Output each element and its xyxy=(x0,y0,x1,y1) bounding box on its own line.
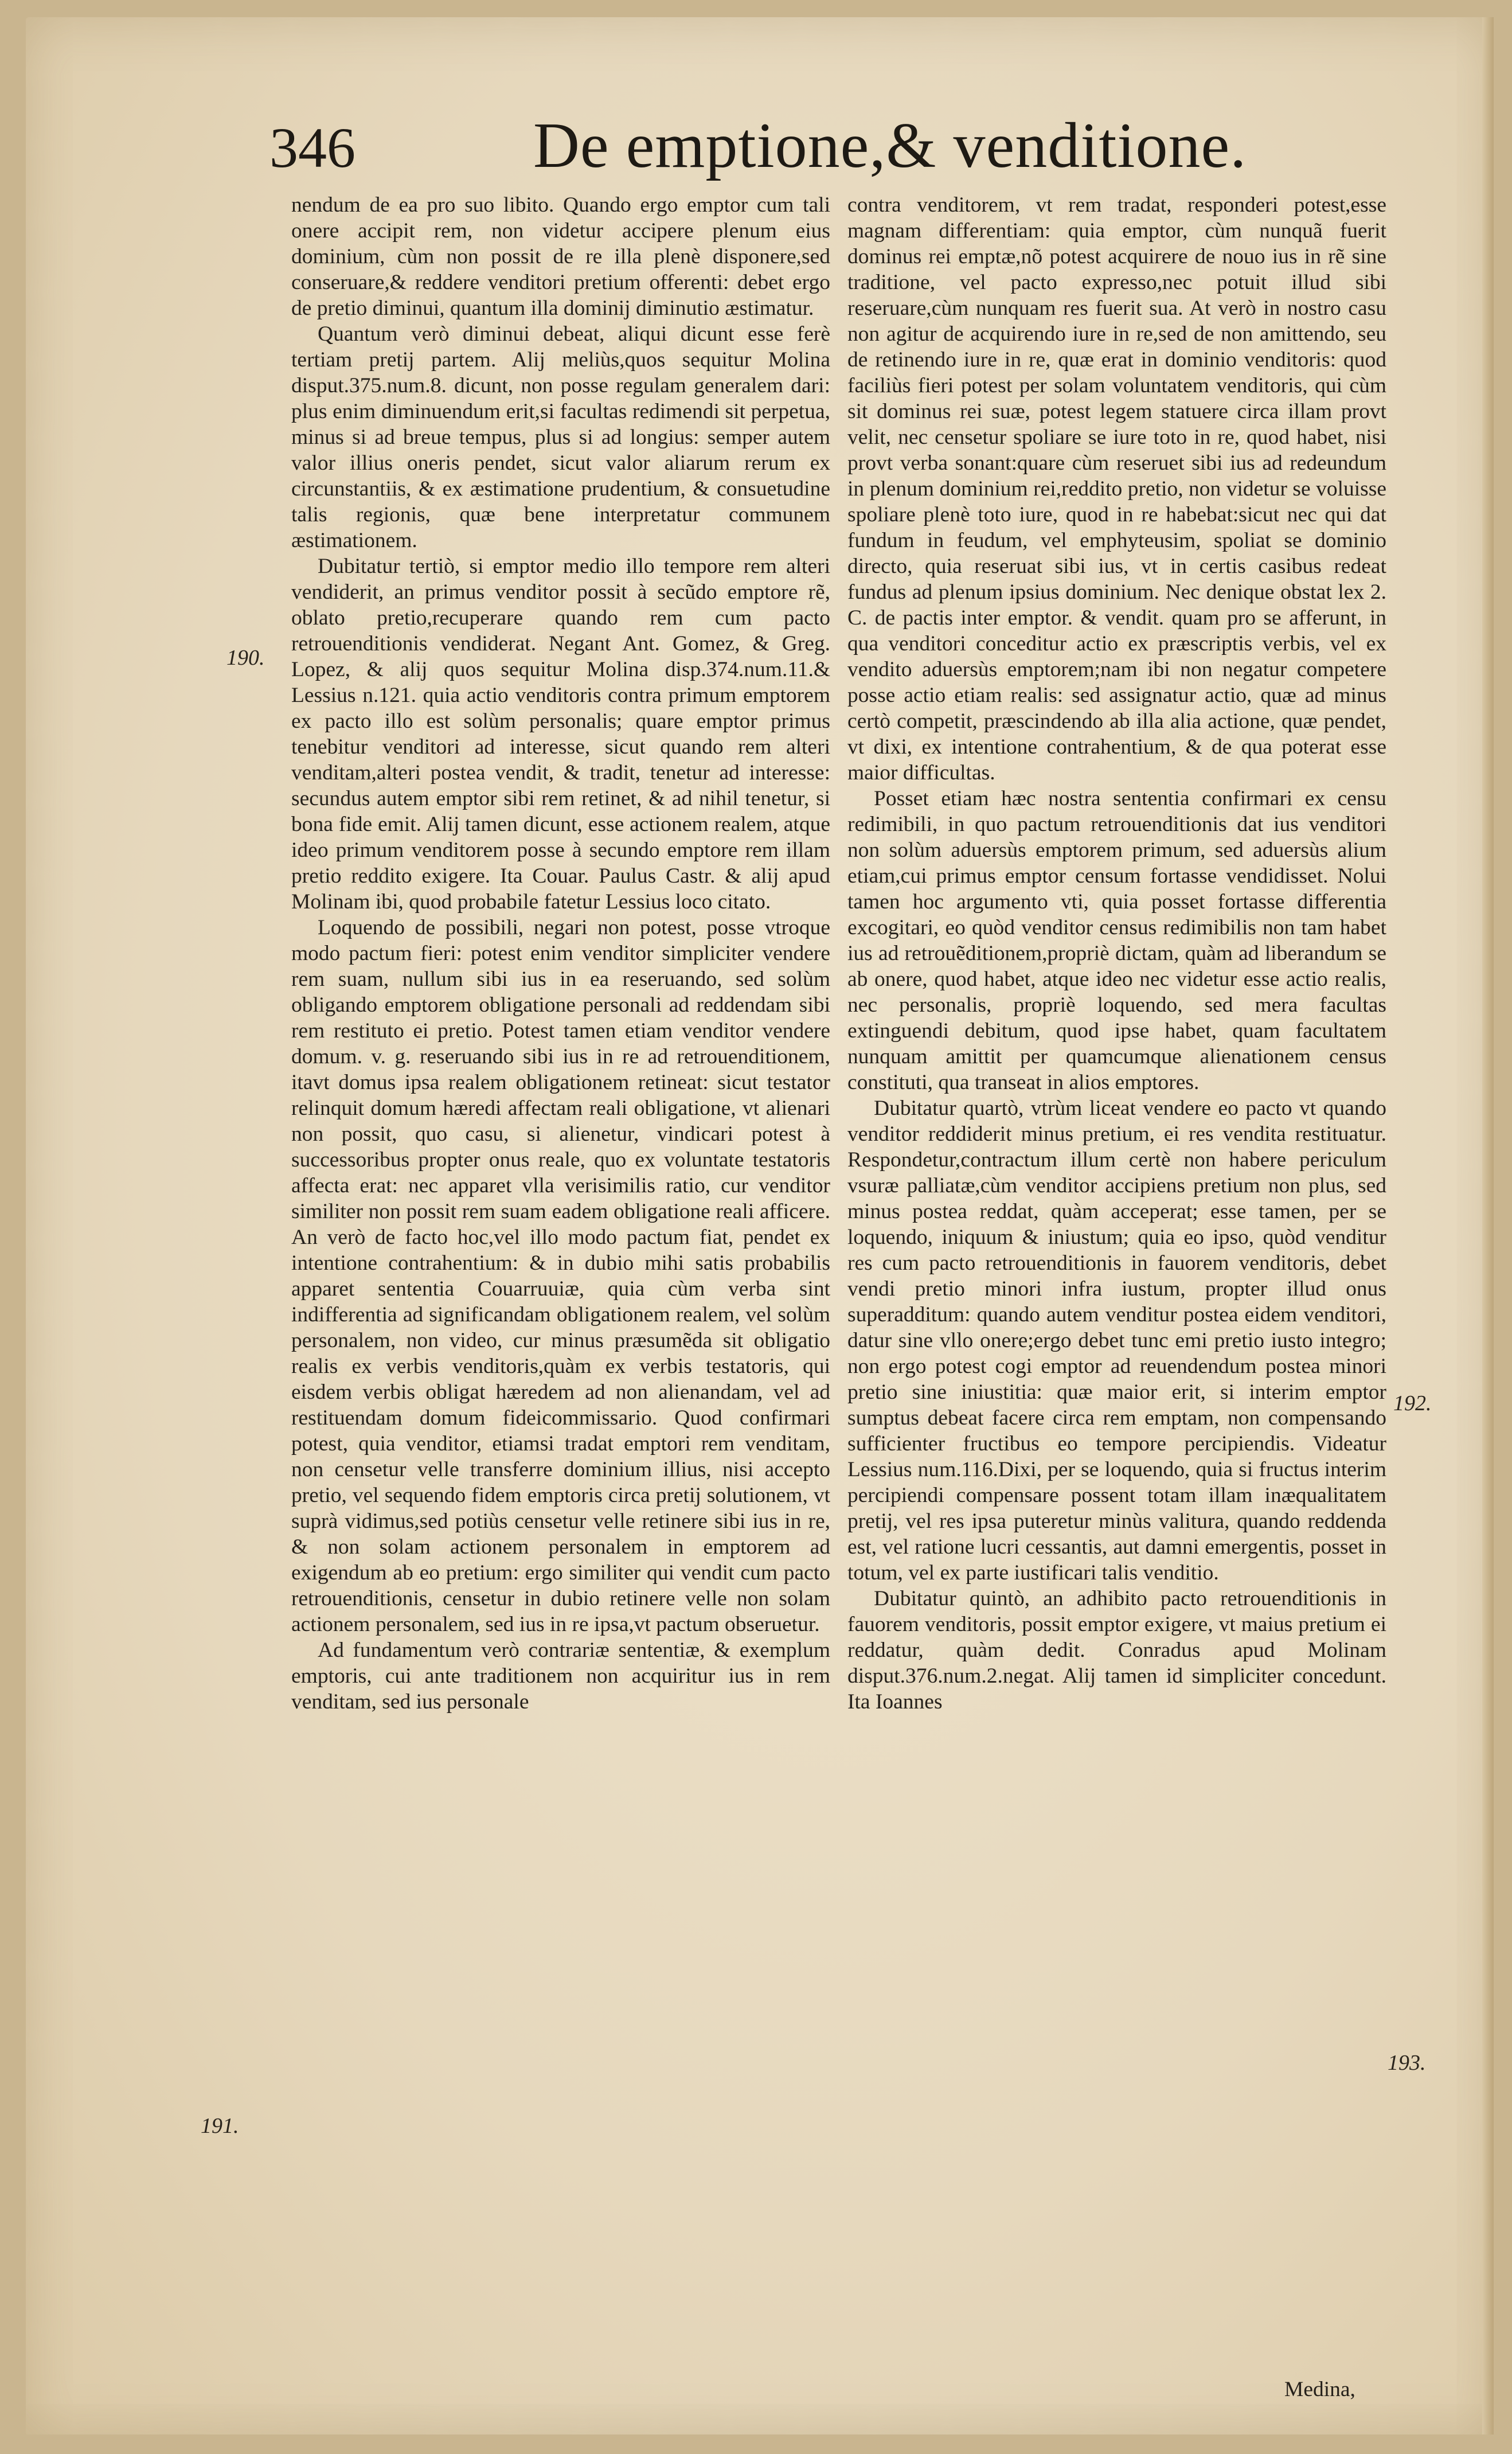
page-edge-shadow xyxy=(1482,17,1494,2435)
paragraph: Quantum verò diminui debeat, aliqui dicunt esse ferè tertiam pretij partem. Alij meliùs,quos sequitur Molina disput.375.num.8. dicunt, non posse regulam generalem dari: plus enim diminuendum erit,si facultas redimendi sit perpetua, minus si ad breue tempus, plus si ad longius: semper autem valor illius oneris pendet, sicut valor aliarum rerum ex circunstantiis, & ex æstimatione prudentium, & consuetudine talis regionis, quæ bene interpretatur communem æstimationem. xyxy=(291,322,830,552)
margin-number-192: 192. xyxy=(1393,1391,1432,1415)
left-text-column xyxy=(291,192,830,1715)
page-header xyxy=(269,109,1247,195)
margin-number-191: 191. xyxy=(201,2114,239,2138)
margin-number-193: 193. xyxy=(1388,2051,1426,2075)
paragraph: Dubitatur quintò, an adhibito pacto retrouenditionis in fauorem venditoris, possit emptor exigere, vt maius pretium ei reddatur, quàm dedit. Conradus apud Molinam disput.376.num.2.negat. Alij tamen id simpliciter concedunt. Ita Ioannes xyxy=(847,1587,1386,1714)
paragraph: Dubitatur tertiò, si emptor medio illo tempore rem alteri vendiderit, an primus venditor possit à secũdo emptore rẽ, oblato pretio,recuperare quando rem cum pacto retrouenditionis vendiderat. Negant Ant. Gomez, & Greg. Lopez, & alij quos sequitur Molina disp.374.num.11.& Lessius n.121. quia actio venditoris contra primum emptorem ex pacto illo est solùm personalis; quare emptor primus tenebitur venditori ad interesse, sicut quando rem alteri venditam,alteri postea vendit, & tradit, tenetur ad interesse: secundus autem emptor sibi rem retinet, & ad nihil tenetur, si bona fide emit. Alij tamen dicunt, esse actionem realem, atque ideo primum venditorem posse à secundo emptore rem illam pretio reddito exigere. Ita Couar. Paulus Castr. & alij apud Molinam ibi, quod probabile fatetur Lessius loco citato. xyxy=(291,555,830,914)
running-title: De emptione,& venditione. xyxy=(533,110,1247,181)
page-number: 346 xyxy=(269,116,355,180)
paragraph: Loquendo de possibili, negari non potest, posse vtroque modo pactum fieri: potest enim venditor simpliciter vendere rem suam, nullum sibi ius in ea reseruando, sed solùm obligando emptorem obligatione personali ad reddendam sibi rem restituto ei pretio. Potest tamen etiam venditor vendere domum. v. g. reseruando sibi ius in re ad retrouenditionem, itavt domus ipsa realem obligationem retineat: sicut testator relinquit domum hæredi affectam reali obligatione, vt alienari non possit, quo casu, si alienetur, vindicari potest à successoribus propter onus reale, quo ex voluntate testatoris affecta erat: nec apparet vlla verisimilis ratio, cur venditor similiter non possit rem suam eadem obligatione reali afficere. An verò de facto hoc,vel illo modo pactum fiat, pendet ex intentione contrahentium: & in dubio mihi satis probabilis apparet sententia Couarruuiæ, quia cùm verba sint indifferentia ad significandam obligationem realem, vel solùm personalem, non video, cur minus præsumẽda sit obligatio realis ex verbis venditoris,quàm ex verbis testatoris, qui eisdem verbis obligat hæredem ad non alienandam, vel ad restituendam domum fideicommissario. Quod confirmari potest, quia venditor, etiamsi tradat emptori rem venditam, non censetur velle transferre dominium illius, nisi accepto pretio, vel sequendo fidem emptoris circa pretij solutionem, vt suprà vidimus,sed potiùs censetur velle retinere sibi ius in re, & non solam actionem personalem in emptorem ad exigendum ab eo pretium: ergo similiter qui vendit cum pacto retrouenditionis, censetur in dubio retinere velle non solam actionem personalem, sed ius in re ipsa,vt pactum obseruetur. xyxy=(291,916,830,1636)
paragraph: Dubitatur quartò, vtrùm liceat vendere eo pacto vt quando venditor reddiderit minus pretium, ei res vendita restituatur. Respondetur,contractum illum certè non habere periculum vsuræ palliatæ,cùm venditor accipiens pretium non plus, sed minus postea reddat, quàm acceperat; esse tamen, per se loquendo, iniquum & iniustum; quia eo ipso, quòd venditur res cum pacto retrouenditionis in fauorem venditoris, debet vendi pretio minori infra iustum, propter illud onus superadditum: quando autem venditur postea eidem venditori, datur sine vllo onere;ergo debet tunc emi pretio iusto integro; non ergo potest cogi emptor ad reuendendum postea minori pretio sine iniustitia: quæ maior erit, si interim emptor sumptus debeat facere circa rem emptam, non compensando sufficienter fructibus eo tempore percipiendis. Videatur Lessius num.116.Dixi, per se loquendo, quia si fructus interim percipiendi compensare possent totam illam inæqualitatem pretij, vel res ipsa puteretur minùs valitura, quando reddenda est, vel ratione lucri cessantis, aut damni emergentis, posset in totum, vel ex parte iustificari talis venditio. xyxy=(847,1097,1386,1585)
paragraph: Posset etiam hæc nostra sententia confirmari ex censu redimibili, in quo pactum retrouenditionis dat ius venditori non solùm aduersùs emptorem primum, sed aduersùs alium etiam,cui primus emptor censum fortasse vendidisset. Nolui tamen hoc argumento vti, quia posset fortasse differentia excogitari, eo quòd venditor census redimibilis non tam habet ius ad retrouẽditionem,propriè dictam, quàm ad liberandum se ab onere, quod habet, atque ideo nec videtur esse actio realis, nec personalis, propriè loquendo, sed mera facultas extinguendi debitum, quod ipse habet, quam facultatem nunquam amittit per quamcumque alienationem census constituti, qua transeat in alios emptores. xyxy=(847,787,1386,1094)
margin-number-190: 190. xyxy=(226,646,265,670)
paragraph: contra venditorem, vt rem tradat, responderi potest,esse magnam differentiam: quia emptor, cùm nunquã fuerit dominus rei emptæ,nõ potest acquirere de nouo ius in rẽ sine traditione, vel pacto expresso,nec potuit illud sibi reseruare,cùm nunquam res fuerit sua. At verò in nostro casu non agitur de acquirendo iure in re,sed de non amittendo, seu de retinendo iure in re, quæ erat in dominio venditoris: quod faciliùs fieri potest per solam voluntatem venditoris, qui cùm sit dominus rei suæ, potest legem statuere circa illam provt velit, nec censetur spoliare se iure toto in re, quod habet, nisi provt verba sonant:quare cùm reseruet sibi ius ad redeundum in plenum dominium rei,reddito pretio, non videtur se voluisse spoliare plenè toto iure, quod in re habebat:sicut nec qui dat fundum in feudum, vel emphyteusim, spoliat se dominio directo, quia reseruat sibi ius, vt in certis casibus redeat fundus ad plenum ipsius dominium. Nec denique obstat lex 2. C. de pactis inter emptor. & vendit. quam pro se afferunt, in qua venditori conceditur actio ex præscriptis verbis, vel ex vendito aduersùs emptorem;nam ibi non negatur competere posse actio etiam realis: sed assignatur actio, quæ ad minus certò competit, præscindendo ab illa alia actione, quæ pendet, vt dixi, ex intentione contrahentium, & de qua poterat esse maior difficultas. xyxy=(847,193,1386,785)
right-text-column xyxy=(847,192,1386,1715)
paragraph: nendum de ea pro suo libito. Quando ergo emptor cum tali onere accipit rem, non videtur accipere plenum eius dominium, cùm non possit de re illa plenè disponere,sed conseruare,& reddere venditori pretium offerenti: debet ergo de pretio diminui, quantum illa dominij diminutio æstimatur. xyxy=(291,193,830,320)
catchword: Medina, xyxy=(1284,2378,1355,2401)
paragraph: Ad fundamentum verò contrariæ sententiæ, & exemplum emptoris, cui ante traditionem non acquiritur ius in rem venditam, sed ius personale xyxy=(291,1638,830,1714)
